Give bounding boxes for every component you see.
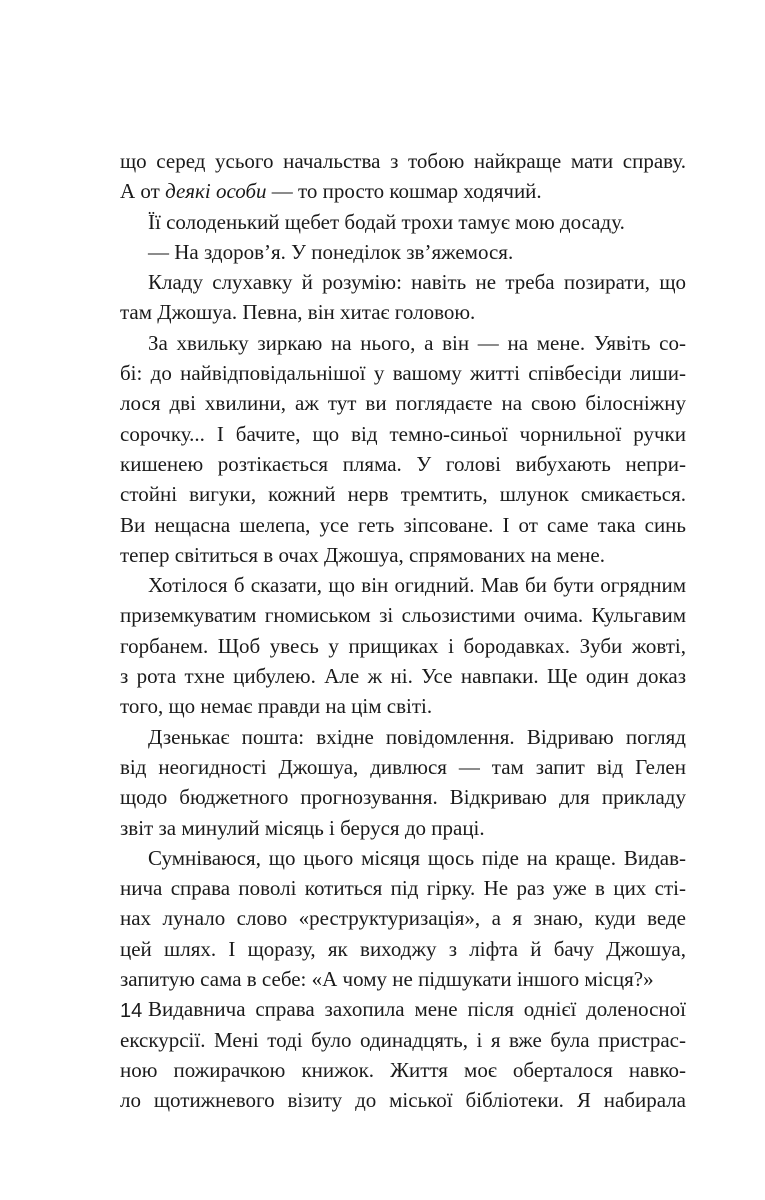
text-run: щодо бюджетного прогнозування. Відкриваю для прикладу xyxy=(120,785,686,810)
text-line xyxy=(120,873,686,903)
text-run: Видавнича справа захопила мене після однієї доленосної xyxy=(148,997,686,1022)
text-line xyxy=(120,207,686,237)
text-run: того, що немає правди на цім світі. xyxy=(120,694,433,719)
text-line xyxy=(120,631,686,661)
text-line xyxy=(120,297,686,327)
body-text xyxy=(120,146,686,1116)
text-run: тепер світиться в очах Джошуа, спрямованих на мене. xyxy=(120,542,605,567)
text-run: Кладу слухавку й розумію: навіть не треба позирати, що xyxy=(148,270,686,295)
text-run: нах лунало слово «реструктуризація», а я знаю, куди веде xyxy=(120,906,686,931)
text-line xyxy=(120,510,686,540)
text-run: лося дві хвилини, аж тут ви поглядаєте на свою білосніжну xyxy=(120,391,686,416)
text-line xyxy=(120,388,686,418)
text-line xyxy=(120,903,686,933)
text-run: там Джошуа. Певна, він хитає головою. xyxy=(120,300,476,325)
text-line xyxy=(120,176,686,206)
text-run: — На здоров’я. У понеділок зв’яжемося. xyxy=(148,239,514,264)
text-line xyxy=(120,570,686,600)
text-line xyxy=(120,328,686,358)
text-line xyxy=(120,600,686,630)
text-line xyxy=(120,419,686,449)
text-run: приземкуватим гномиськом зі сльозистими очима. Кульгавим xyxy=(120,603,686,628)
text-run: звіт за минулий місяць і беруся до праці. xyxy=(120,815,485,840)
text-run: Її солоденький щебет бодай трохи тамує мою досаду. xyxy=(148,209,625,234)
text-line xyxy=(120,813,686,843)
text-run: ло щотижневого візиту до міської бібліотеки. Я набирала xyxy=(120,1088,686,1113)
text-run: — то просто кошмар ходячий. xyxy=(266,179,542,204)
text-line xyxy=(120,964,686,994)
text-line xyxy=(120,358,686,388)
text-run: Дзенькає пошта: вхідне повідомлення. Відриваю погляд xyxy=(148,724,686,749)
text-run: запитую сама в себе: «А чому не підшукати іншого місця?» xyxy=(120,967,654,992)
text-line xyxy=(120,1025,686,1055)
text-run: Хотілося б сказати, що він огидний. Мав би бути огрядним xyxy=(148,573,686,598)
text-run: нича справа поволі котиться під гірку. Не раз уже в цих сті- xyxy=(120,876,686,901)
page-number: 14 xyxy=(120,1000,143,1022)
text-line xyxy=(120,661,686,691)
italic-text-run: деякі особи xyxy=(165,179,267,204)
text-run: ною пожирачкою книжок. Життя моє оберталося навко- xyxy=(120,1057,686,1082)
text-run: кишенею розтікається пляма. У голові вибухають непри- xyxy=(120,451,686,476)
text-line xyxy=(120,267,686,297)
text-run: Сумніваюся, що цього місяця щось піде на краще. Видав- xyxy=(148,845,686,870)
text-run: За хвильку зиркаю на нього, а він — на мене. Уявіть со- xyxy=(148,330,686,355)
text-line xyxy=(120,752,686,782)
text-line xyxy=(120,934,686,964)
text-line xyxy=(120,1055,686,1085)
text-line xyxy=(120,237,686,267)
text-run: А от xyxy=(120,179,166,204)
text-line xyxy=(120,449,686,479)
text-run: що серед усього начальства з тобою найкраще мати справу. xyxy=(120,149,686,173)
text-line xyxy=(120,691,686,721)
text-run: бі: до найвідповідальнішої у вашому житті співбесіди лиши- xyxy=(120,361,686,386)
text-line xyxy=(120,1085,686,1115)
text-line xyxy=(120,146,686,176)
text-run: горбанем. Щоб увесь у прищиках і бородавках. Зуби жовті, xyxy=(120,633,686,658)
text-run: з рота тхне цибулею. Але ж ні. Усе навпаки. Ще один доказ xyxy=(120,664,686,689)
text-line xyxy=(120,994,686,1024)
text-line xyxy=(120,722,686,752)
text-run: стойні вигуки, кожний нерв тремтить, шлунок смикається. xyxy=(120,482,686,507)
text-line xyxy=(120,843,686,873)
text-run: екскурсії. Мені тоді було одинадцять, і я вже була пристрас- xyxy=(120,1027,686,1052)
text-run: цей шлях. І щоразу, як виходжу з ліфта й бачу Джошуа, xyxy=(120,936,686,961)
text-line xyxy=(120,782,686,812)
text-line xyxy=(120,540,686,570)
text-run: сорочку... І бачите, що від темно-синьої чорнильної ручки xyxy=(120,421,686,446)
text-run: Ви нещасна шелепа, усе геть зіпсоване. І от саме така синь xyxy=(120,512,686,537)
text-run: від неогидності Джошуа, дивлюся — там запит від Гелен xyxy=(120,754,686,779)
text-line xyxy=(120,479,686,509)
